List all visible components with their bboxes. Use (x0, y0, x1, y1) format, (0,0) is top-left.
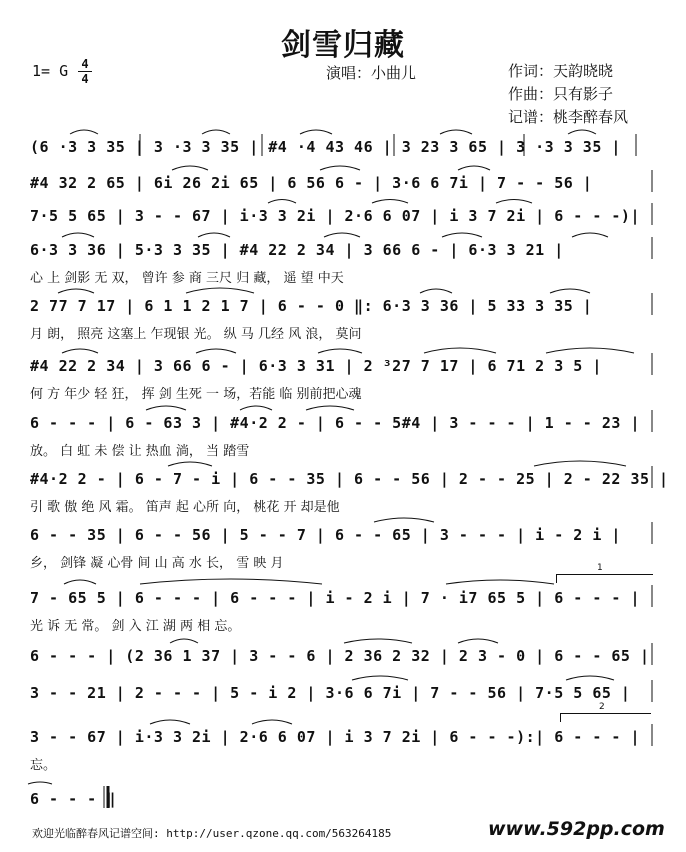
score-music-line: #4·2 2 - | 6 - 7 - i | 6 - - 35 | 6 - - 56 | 2 - - 25 | 2 - 22 35 | (30, 470, 669, 488)
volta-second-number: 2 (599, 702, 605, 712)
score-music-line: 6 - - - | (2 36 1 37 | 3 - - 6 | 2 36 2 32 | 2 3 - 0 | 6 - - 65 | (30, 647, 650, 665)
score-lyric-line: 放。 白 虹 未 偿 让 热血 淌， 当 踏雪 (30, 444, 250, 459)
key-signature: 1= G (32, 62, 69, 80)
score-lyric-line: 乡， 剑锋 凝 心骨 间 山 高 水 长， 雪 映 月 (30, 556, 284, 571)
score-lyric-line: 何 方 年少 轻 狂， 挥 剑 生死 一 场，若能 临 别前把心魂 (30, 387, 362, 402)
score-music-line: 6 - - - ‖ (30, 790, 116, 808)
score-lyric-line: 忘。 (30, 758, 57, 773)
time-signature-bottom: 4 (81, 72, 89, 86)
lyricist-credit: 作词：天韵晓晓 (508, 62, 614, 80)
score-music-line: 3 - - 21 | 2 - - - | 5 - i 2 | 3·6 6 7i | 7 - - 56 | 7·5 5 65 | (30, 684, 631, 702)
score-music-line: 6 - - 35 | 6 - - 56 | 5 - - 7 | 6 - - 65 | 3 - - - | i - 2 i | (30, 526, 621, 544)
score-music-line: 6 - - - | 6 - 63 3 | #4·2 2 - | 6 - - 5#4 | 3 - - - | 1 - - 23 | (30, 414, 640, 432)
singer-credit: 演唱：小曲儿 (326, 64, 417, 82)
time-signature (78, 58, 92, 85)
score-music-line: 7 - 65 5 | 6 - - - | 6 - - - | i - 2 i | 7 · i7 65 5 | 6 - - - | (30, 589, 640, 607)
site-watermark: www.592pp.com (488, 818, 665, 840)
volta-first-ending (556, 563, 653, 583)
score-lyric-line: 光 诉 无 常。 剑 入 江 湖 两 相 忘。 (30, 619, 241, 634)
time-signature-top: 4 (81, 57, 89, 71)
score-music-line: (6 ·3 3 35 | 3 ·3 3 35 | #4 ·4 43 46 | 3 23 3 65 | 3 ·3 3 35 | (30, 138, 621, 156)
credits-block (508, 60, 628, 129)
score-music-line: 2 77 7 17 | 6 1 1 2 1 7 | 6 - - 0 ‖: 6·3 3 36 | 5 33 3 35 | (30, 297, 593, 315)
volta-first-number: 1 (597, 563, 603, 573)
score-music-line: 3 - - 67 | i·3 3 2i | 2·6 6 07 | i 3 7 2i | 6 - - -):| 6 - - - | (30, 728, 640, 746)
volta-second-ending (560, 702, 651, 722)
transcriber-credit: 记谱：桃李醉春风 (508, 108, 629, 126)
score-lyric-line: 月 朗， 照亮 这塞上 乍现银 光。 纵 马 几经 风 浪， 莫问 (30, 327, 362, 342)
score-music-line: 7·5 5 65 | 3 - - 67 | i·3 3 2i | 2·6 6 07 | i 3 7 2i | 6 - - -)| (30, 207, 640, 225)
score-music-line: 6·3 3 36 | 5·3 3 35 | #4 22 2 34 | 3 66 6 - | 6·3 3 21 | (30, 241, 564, 259)
footer-text: 欢迎光临醉春风记谱空间: http://user.qzone.qq.com/563264185 (32, 827, 392, 840)
composer-credit: 作曲：只有影子 (508, 85, 614, 103)
score-lyric-line: 心 上 剑影 无 双， 曾许 参 商 三尺 归 藏， 遥 望 中天 (30, 271, 344, 286)
score-music-line: #4 32 2 65 | 6i 26 2i 65 | 6 56 6 - | 3·6 6 7i | 7 - - 56 | (30, 174, 593, 192)
score-music-line: #4 22 2 34 | 3 66 6 - | 6·3 3 31 | 2 ³27 7 17 | 6 71 2 3 5 | (30, 357, 602, 375)
song-title: 剑雪归藏 (281, 28, 405, 63)
score-lyric-line: 引 歌 傲 绝 风 霜。 笛声 起 心所 向， 桃花 开 却是他 (30, 500, 340, 515)
